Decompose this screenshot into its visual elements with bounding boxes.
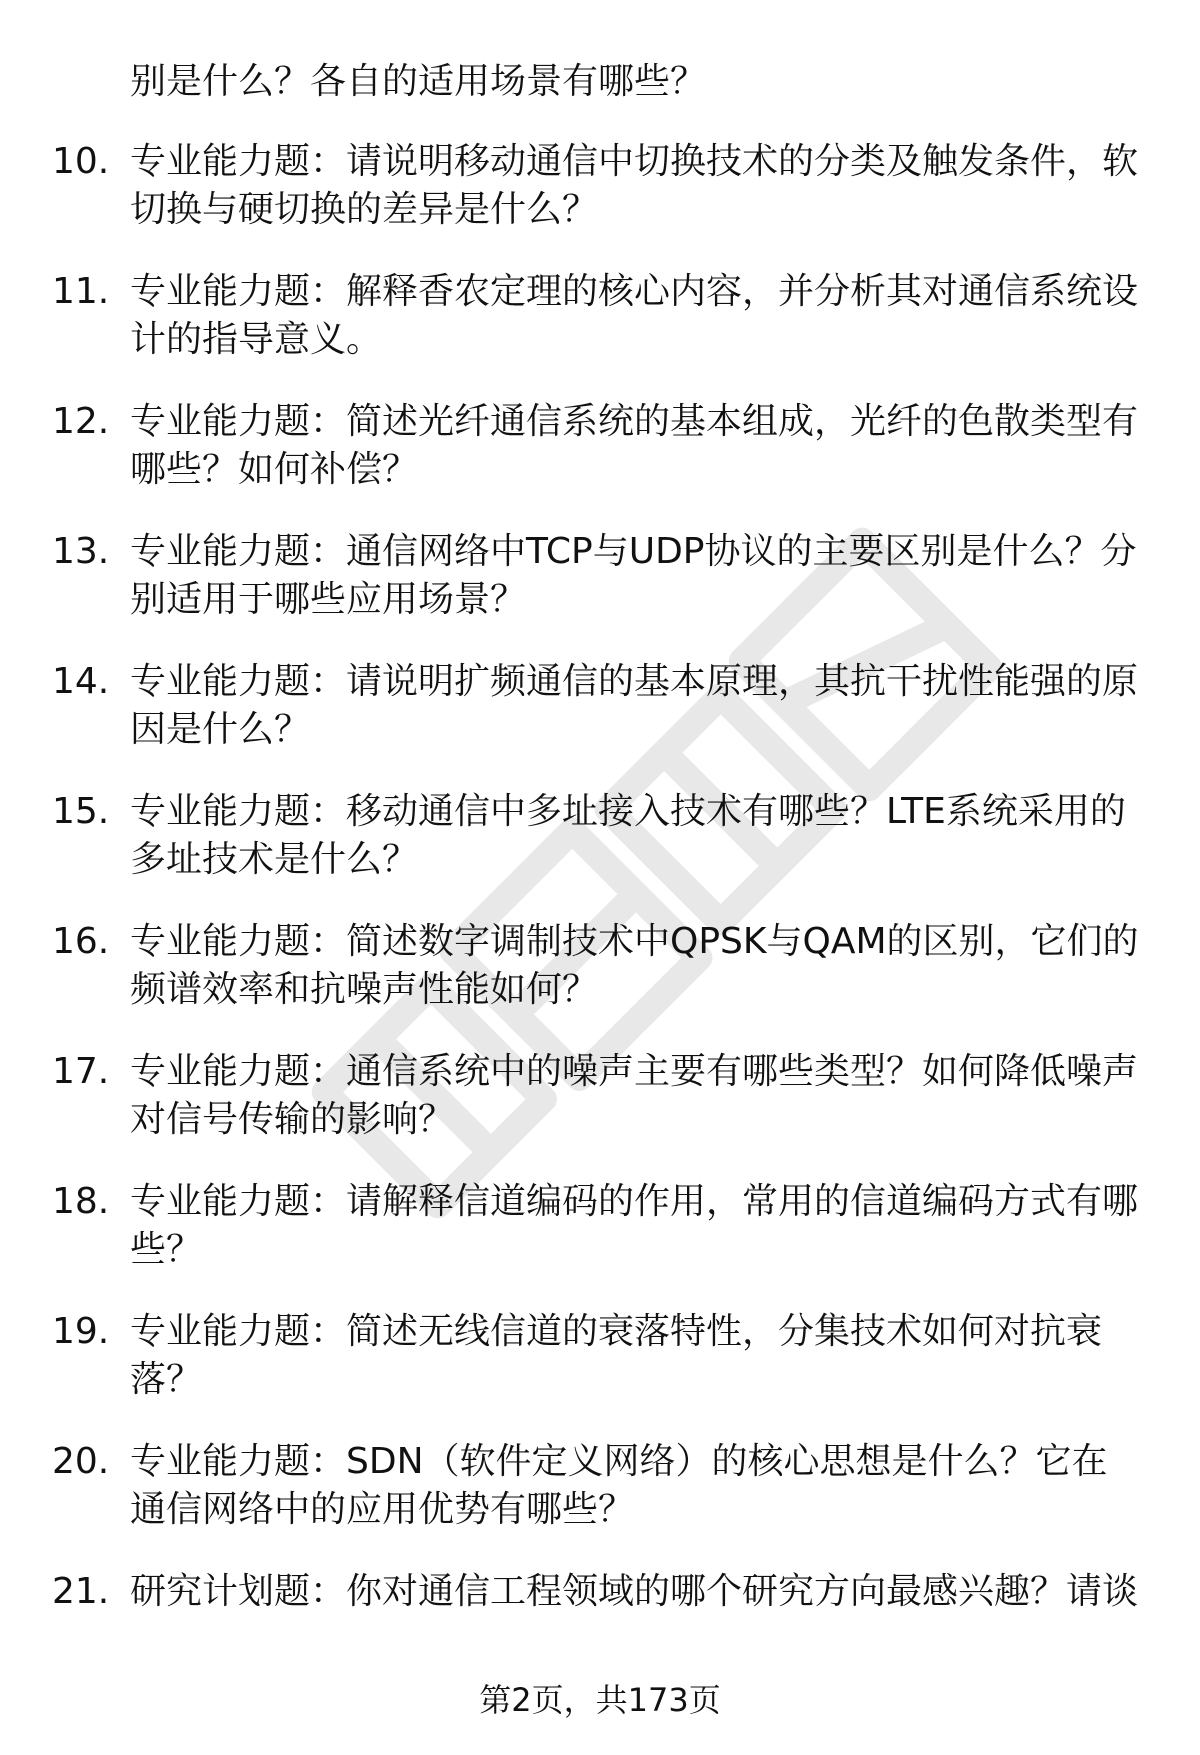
page-footer: 第2页，共173页 bbox=[479, 1681, 721, 1719]
list-item bbox=[0, 138, 1200, 268]
question-text: 专业能力题：通信网络中TCP与UDP协议的主要区别是什么？分别适用于哪些应用场景？ bbox=[130, 531, 1137, 620]
question-text: 专业能力题：请说明移动通信中切换技术的分类及触发条件，软切换与硬切换的差异是什么？ bbox=[130, 141, 1139, 230]
list-item bbox=[0, 398, 1200, 528]
question-text: 专业能力题：简述光纤通信系统的基本组成，光纤的色散类型有哪些？如何补偿？ bbox=[130, 401, 1139, 490]
question-number: 11. bbox=[52, 271, 110, 312]
list-item bbox=[0, 268, 1200, 398]
question-text: 专业能力题：请解释信道编码的作用，常用的信道编码方式有哪些？ bbox=[130, 1181, 1139, 1270]
question-number: 19. bbox=[52, 1311, 110, 1352]
question-text: 专业能力题：简述数字调制技术中QPSK与QAM的区别，它们的频谱效率和抗噪声性能如何？ bbox=[130, 921, 1139, 1010]
question-text: 专业能力题：解释香农定理的核心内容，并分析其对通信系统设计的指导意义。 bbox=[130, 271, 1139, 360]
question-text: 专业能力题：SDN（软件定义网络）的核心思想是什么？它在通信网络中的应用优势有哪些？ bbox=[130, 1441, 1108, 1530]
question-number: 12. bbox=[52, 401, 110, 442]
list-item bbox=[0, 528, 1200, 658]
question-text: 专业能力题：请说明扩频通信的基本原理，其抗干扰性能强的原因是什么？ bbox=[130, 661, 1139, 750]
question-number: 18. bbox=[52, 1181, 110, 1222]
list-item bbox=[0, 918, 1200, 1048]
list-item bbox=[0, 1308, 1200, 1438]
question-number: 17. bbox=[52, 1051, 110, 1092]
question-number: 14. bbox=[52, 661, 110, 702]
question-number: 13. bbox=[52, 531, 110, 572]
question-list bbox=[0, 138, 1200, 1698]
list-item bbox=[0, 1438, 1200, 1568]
question-text: 专业能力题：移动通信中多址接入技术有哪些？LTE系统采用的多址技术是什么？ bbox=[130, 791, 1126, 880]
question-number: 16. bbox=[52, 921, 110, 962]
question-text: 研究计划题：你对通信工程领域的哪个研究方向最感兴趣？请谈 bbox=[130, 1571, 1139, 1612]
question-number: 15. bbox=[52, 791, 110, 832]
list-item bbox=[0, 788, 1200, 918]
question-number: 21. bbox=[52, 1571, 110, 1612]
list-item bbox=[0, 1568, 1200, 1698]
question-number: 10. bbox=[52, 141, 110, 182]
list-item bbox=[0, 658, 1200, 788]
list-item bbox=[0, 1178, 1200, 1308]
continuation-text: 别是什么？各自的适用场景有哪些？ bbox=[130, 61, 707, 102]
question-text: 专业能力题：简述无线信道的衰落特性，分集技术如何对抗衰落？ bbox=[130, 1311, 1103, 1400]
question-number: 20. bbox=[52, 1441, 110, 1482]
question-text: 专业能力题：通信系统中的噪声主要有哪些类型？如何降低噪声对信号传输的影响？ bbox=[130, 1051, 1139, 1140]
list-item bbox=[0, 1048, 1200, 1178]
